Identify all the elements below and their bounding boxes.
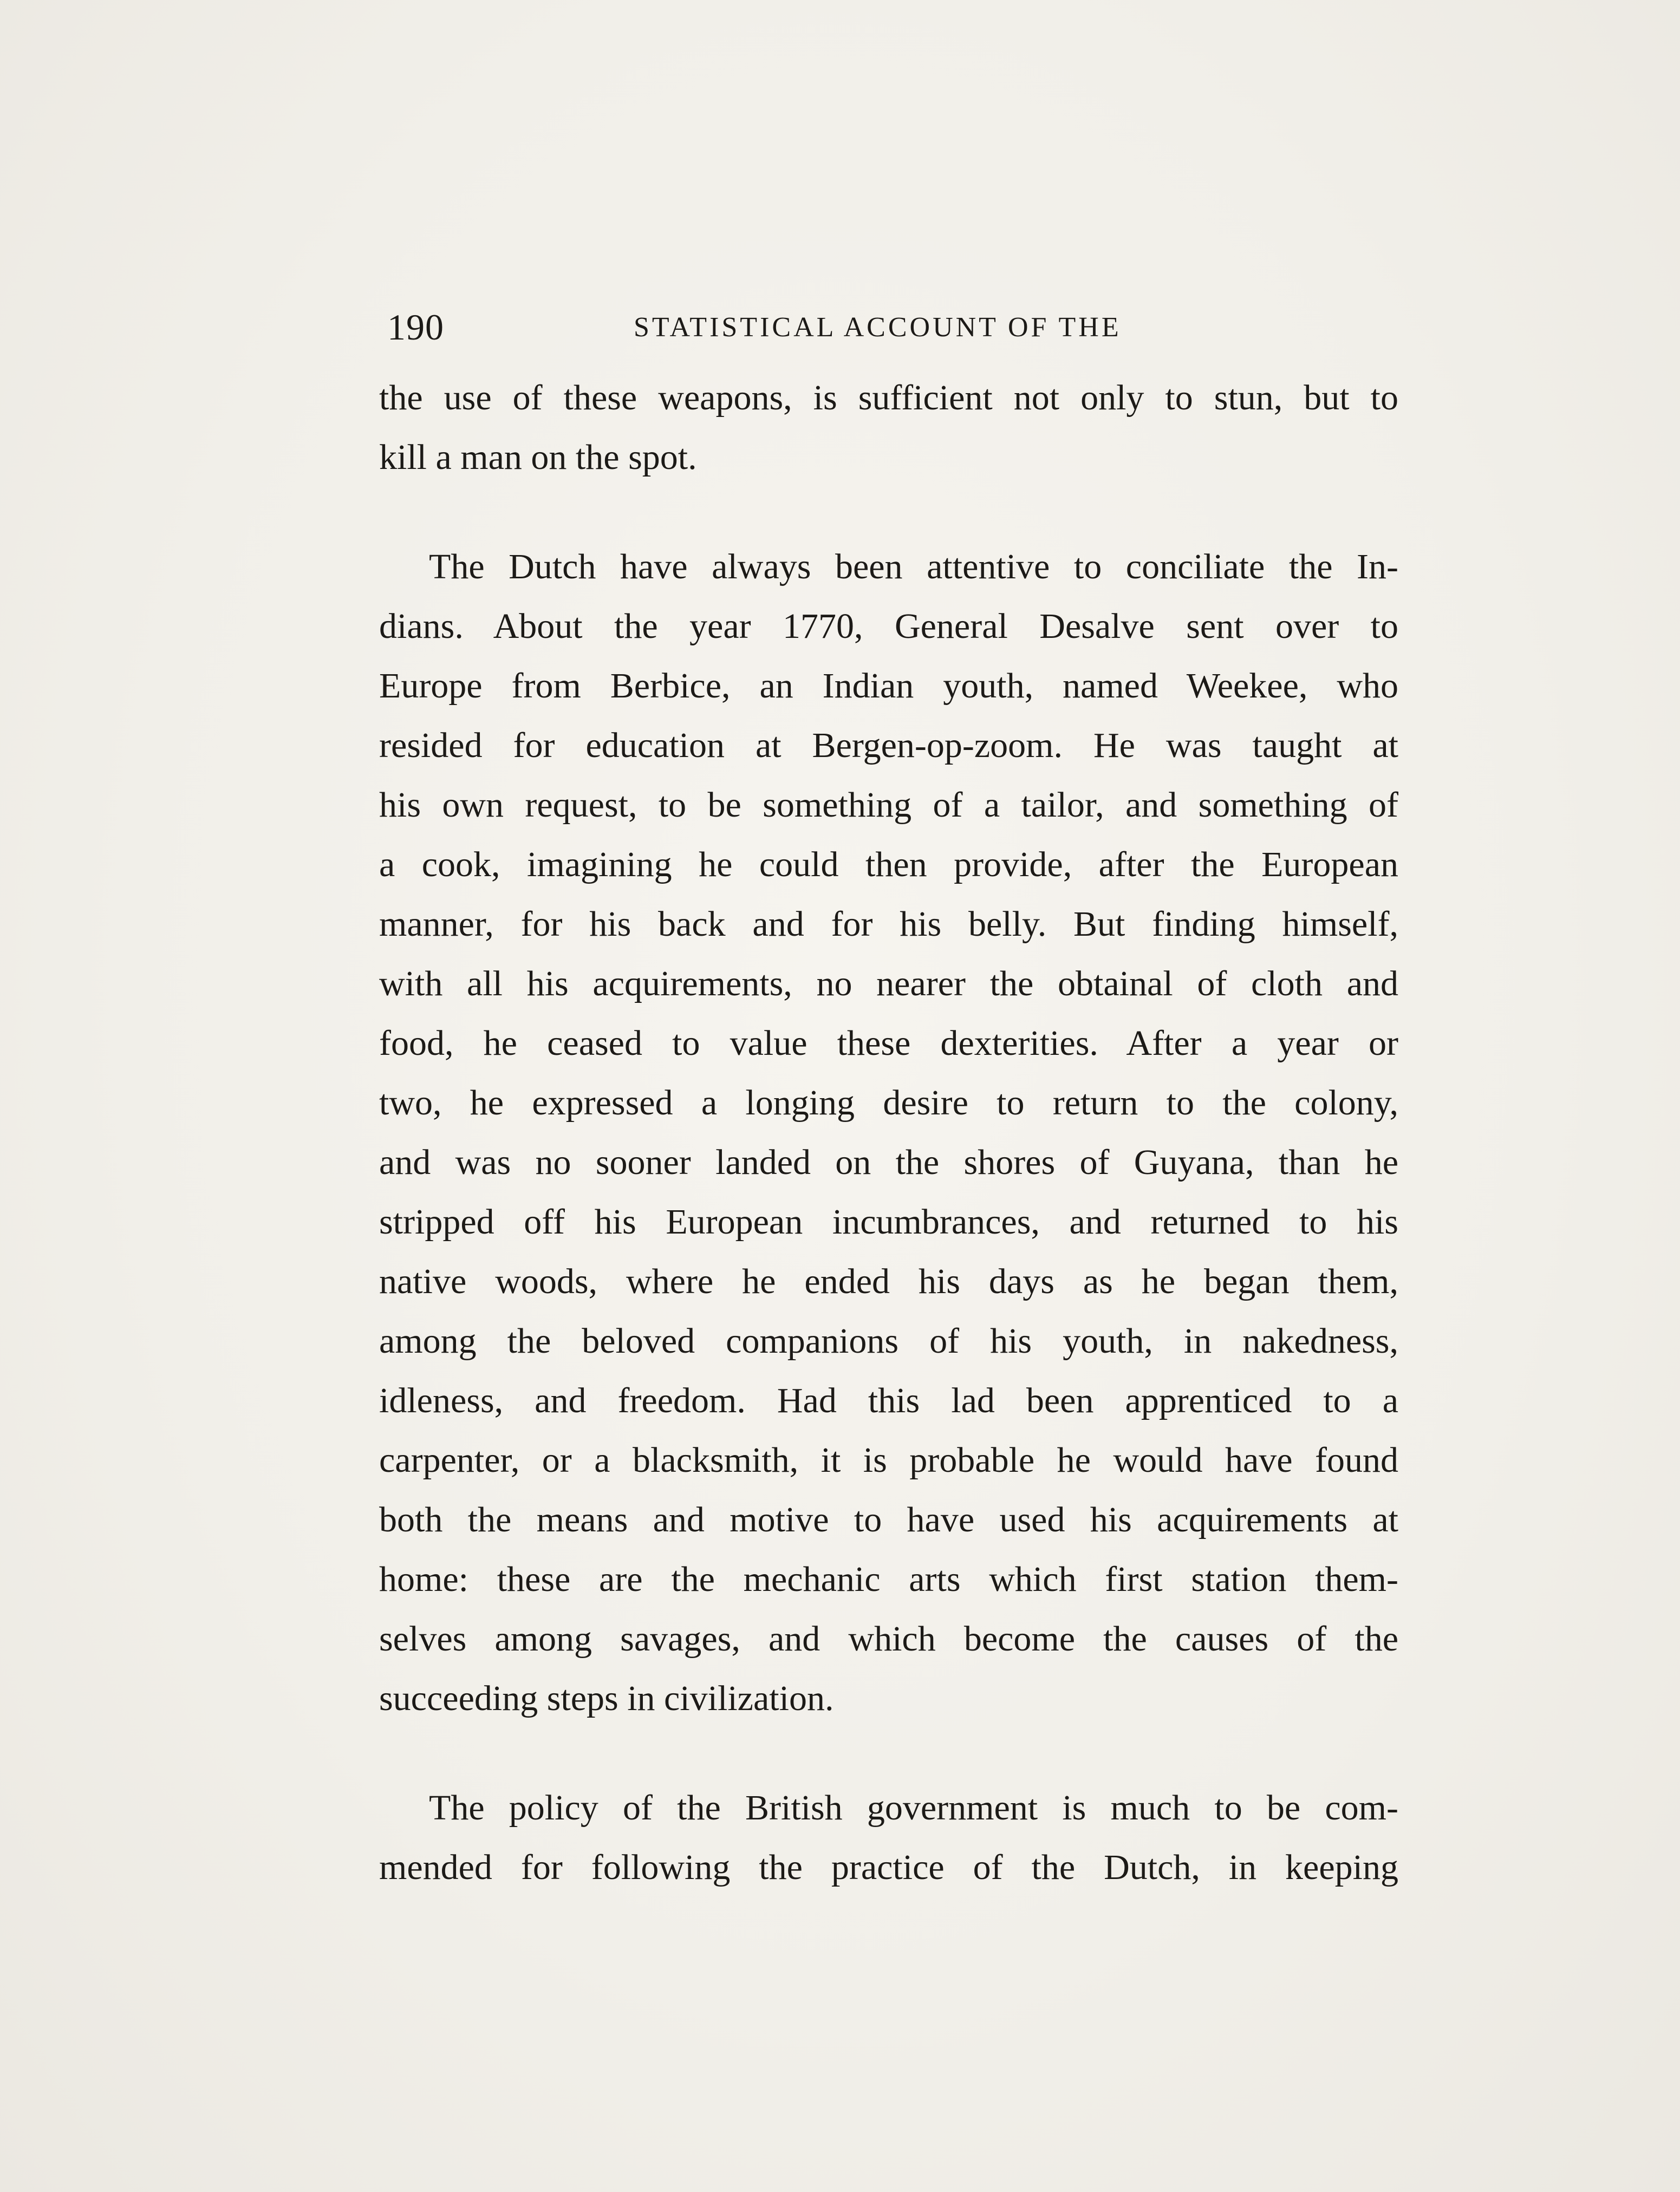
text-line: stripped off his European incumbrances, and returned to his xyxy=(379,1202,1398,1242)
text-line: both the means and motive to have used his acquirements at xyxy=(379,1500,1398,1539)
text-line: among the beloved companions of his youth, in nakedness, xyxy=(379,1321,1398,1361)
text-line: his own request, to be something of a tailor, and something of xyxy=(379,785,1398,825)
text-line: manner, for his back and for his belly. But finding himself, xyxy=(379,904,1398,944)
text-line: The policy of the British government is much to be com- xyxy=(429,1788,1398,1828)
text-line: with all his acquirements, no nearer the obtainal of cloth and xyxy=(379,964,1398,1003)
text-line: the use of these weapons, is sufficient not only to stun, but to xyxy=(379,378,1398,417)
text-line: and was no sooner landed on the shores of Guyana, than he xyxy=(379,1143,1398,1182)
text-line: a cook, imagining he could then provide, after the European xyxy=(379,845,1398,884)
paragraph-gap xyxy=(379,1728,1398,1778)
text-line: Europe from Berbice, an Indian youth, named Weekee, who xyxy=(379,666,1398,706)
page-header xyxy=(387,306,1395,349)
text-line: food, he ceased to value these dexterities. After a year or xyxy=(379,1023,1398,1063)
running-head: STATISTICAL ACCOUNT OF THE xyxy=(634,312,1122,343)
text-line: resided for education at Bergen-op-zoom. He was taught at xyxy=(379,726,1398,765)
text-line: idleness, and freedom. Had this lad been apprenticed to a xyxy=(379,1381,1398,1420)
text-line: native woods, where he ended his days as he began them, xyxy=(379,1262,1398,1301)
text-line: kill a man on the spot. xyxy=(379,438,697,477)
text-line: carpenter, or a blacksmith, it is probable he would have found xyxy=(379,1440,1398,1480)
body-text xyxy=(379,368,1398,1897)
paragraph-gap xyxy=(379,487,1398,537)
text-line: The Dutch have always been attentive to conciliate the In- xyxy=(429,547,1398,586)
text-line: selves among savages, and which become the causes of the xyxy=(379,1619,1398,1659)
paragraph-3 xyxy=(379,1778,1398,1897)
text-line: home: these are the mechanic arts which first station them- xyxy=(379,1560,1398,1599)
page-number: 190 xyxy=(387,306,444,348)
text-line: mended for following the practice of the Dutch, in keeping xyxy=(379,1848,1398,1887)
paragraph-2 xyxy=(379,537,1398,1728)
paragraph-1 xyxy=(379,368,1398,487)
text-line: succeeding steps in civilization. xyxy=(379,1679,834,1718)
text-line: two, he expressed a longing desire to return to the colony, xyxy=(379,1083,1398,1123)
text-line: dians. About the year 1770, General Desalve sent over to xyxy=(379,606,1398,646)
